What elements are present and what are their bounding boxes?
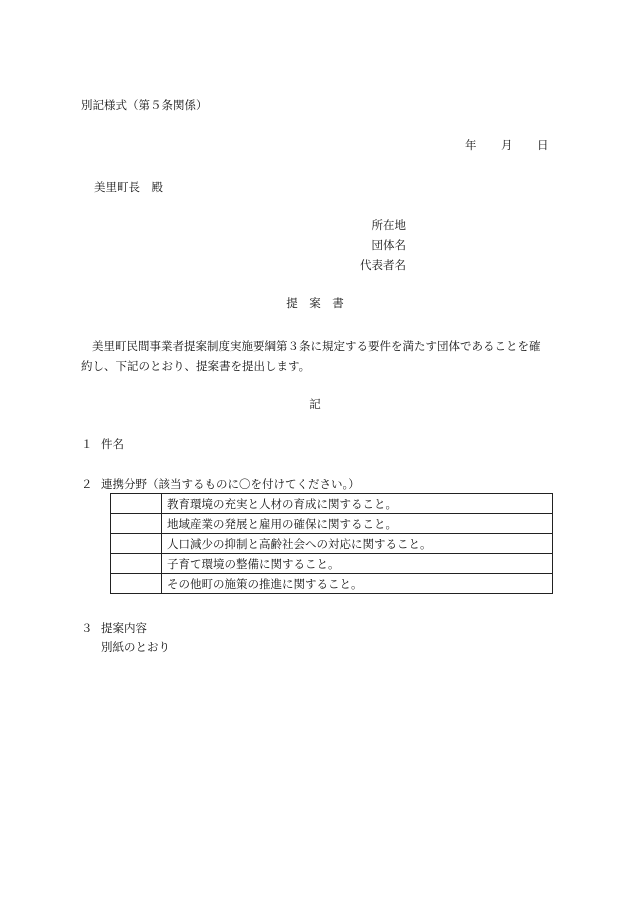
date-day: 日 [537,138,549,152]
field-label: その他町の施策の推進に関すること。 [162,574,553,594]
item-proposal-note: 別紙のとおり [101,640,170,654]
sender-address-label: 所在地 [371,218,406,232]
check-cell[interactable] [111,554,162,574]
date-month: 月 [501,138,513,152]
ki-heading: 記 [309,397,321,411]
check-cell[interactable] [111,494,162,514]
addressee: 美里町長 殿 [94,180,163,194]
table-row [111,494,553,514]
document-title: 提 案 書 [286,296,344,310]
item-subject [81,437,124,451]
fields-table [110,493,553,594]
item-label: 連携分野（該当するものに〇を付けてください。） [101,477,360,491]
sender-block [356,218,406,278]
item-label: 件名 [101,437,124,451]
table-row [111,574,553,594]
table-row [111,554,553,574]
date-line [465,138,549,152]
form-label: 別記様式（第５条関係） [81,98,208,112]
field-label: 人口減少の抑制と高齢社会への対応に関すること。 [162,534,553,554]
sender-organization-label: 団体名 [371,238,406,252]
field-label: 教育環境の充実と人材の育成に関すること。 [162,494,553,514]
item-number: １ [81,437,93,451]
item-proposal [81,621,147,635]
date-year: 年 [465,138,477,152]
sender-representative-label: 代表者名 [360,258,406,272]
item-number: ３ [81,621,93,635]
check-cell[interactable] [111,514,162,534]
table-row [111,534,553,554]
body-paragraph: 美里町民間事業者提案制度実施要綱第３条に規定する要件を満たす団体であることを確約し、下記のとおり、提案書を提出します。 [81,339,541,373]
field-label: 地域産業の発展と雇用の確保に関すること。 [162,514,553,534]
field-label: 子育て環境の整備に関すること。 [162,554,553,574]
table-row [111,514,553,534]
item-number: ２ [81,477,93,491]
item-fields [81,477,360,491]
check-cell[interactable] [111,534,162,554]
item-label: 提案内容 [101,621,147,635]
check-cell[interactable] [111,574,162,594]
